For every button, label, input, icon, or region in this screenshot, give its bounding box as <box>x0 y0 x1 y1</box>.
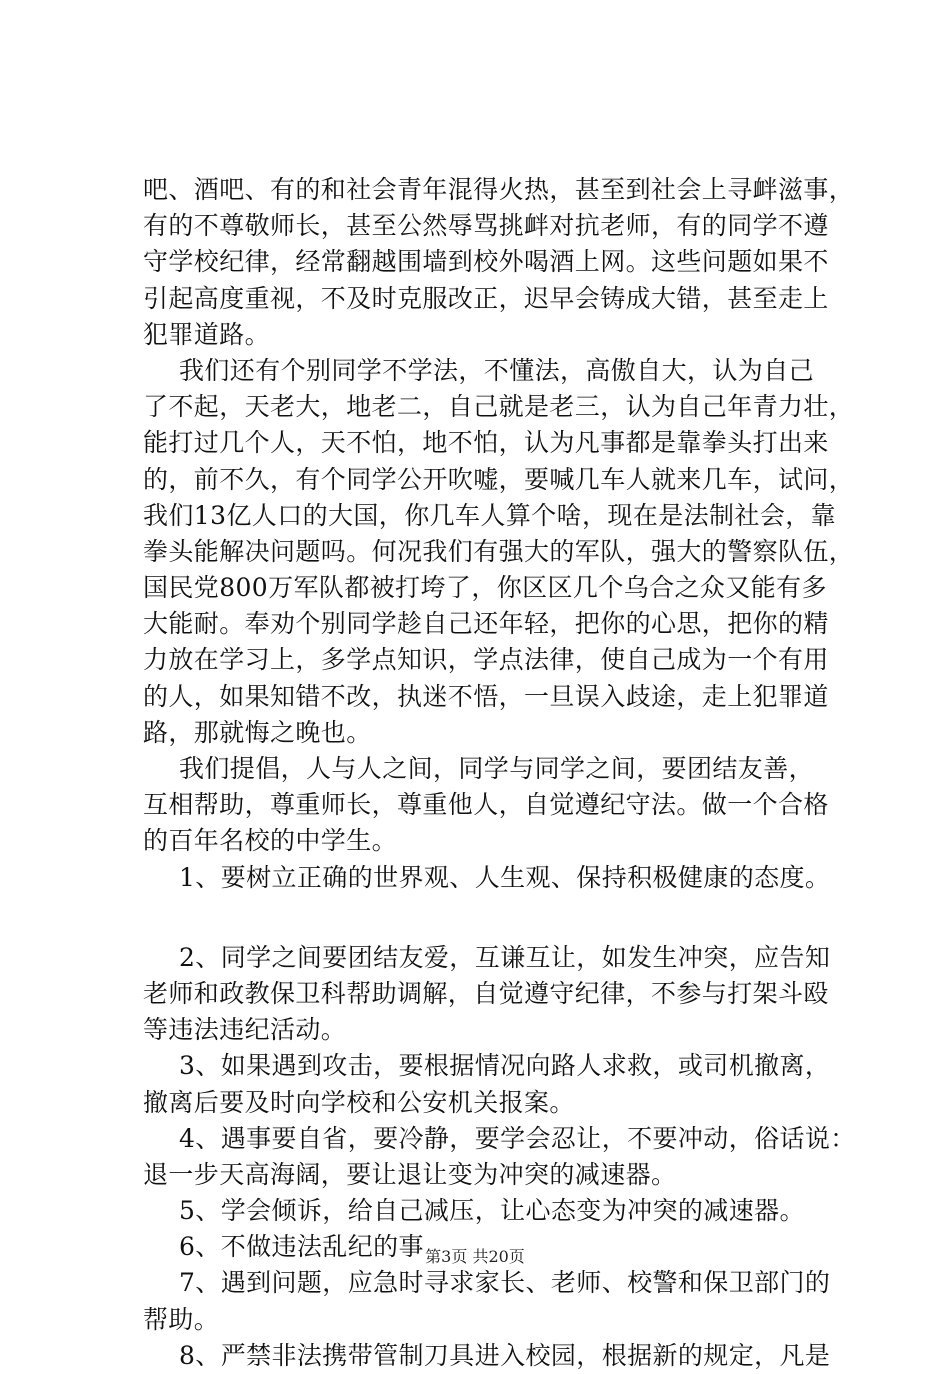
list-item-8: 8、严禁非法携带管制刀具进入校园，根据新的规定，凡是 <box>179 1340 831 1370</box>
text-line: 互相帮助，尊重师长，尊重他人，自觉遵纪守法。做一个合格 <box>143 790 829 820</box>
page-number-footer: 第3页 共20页 <box>425 1247 525 1266</box>
text-line: 退一步天高海阔，要让退让变为冲突的减速器。 <box>143 1159 677 1189</box>
list-item-1: 1、要树立正确的世界观、人生观、保持积极健康的态度。 <box>179 862 831 892</box>
list-item-2: 2、同学之间要团结友爱，互谦互让，如发生冲突，应告知 <box>179 942 831 972</box>
list-item-7: 7、遇到问题，应急时寻求家长、老师、校警和保卫部门的 <box>179 1268 831 1298</box>
text-line: 等违法违纪活动。 <box>143 1015 347 1045</box>
text-line: 守学校纪律，经常翻越围墙到校外喝酒上网。这些问题如果不 <box>143 247 829 277</box>
text-line: 撤离后要及时向学校和公安机关报案。 <box>143 1087 575 1117</box>
text-line: 引起高度重视，不及时克服改正，迟早会铸成大错，甚至走上 <box>143 283 829 313</box>
text-line: 有的不尊敬师长，甚至公然辱骂挑衅对抗老师，有的同学不遵 <box>143 211 829 241</box>
text-line: 大能耐。奉劝个别同学趁自己还年轻，把你的心思，把你的精 <box>143 609 829 639</box>
text-line: 犯罪道路。 <box>143 319 271 349</box>
text-line: 路，那就悔之晚也。 <box>143 717 372 747</box>
text-line: 拳头能解决问题吗。何况我们有强大的军队，强大的警察队伍， <box>143 536 855 566</box>
document-body <box>143 172 856 1374</box>
list-item-6: 6、不做违法乱纪的事 <box>179 1232 424 1262</box>
text-line: 帮助。 <box>143 1304 220 1334</box>
list-item-3: 3、如果遇到攻击，要根据情况向路人求救，或司机撤离， <box>179 1051 831 1081</box>
text-line: 了不起，天老大，地老二，自己就是老三，认为自己年青力壮， <box>143 392 855 422</box>
text-line: 我们13亿人口的大国，你几车人算个啥，现在是法制社会，靠 <box>143 500 837 530</box>
text-line: 的百年名校的中学生。 <box>143 826 398 856</box>
text-line: 吧、酒吧、有的和社会青年混得火热，甚至到社会上寻衅滋事， <box>143 175 855 204</box>
paragraph-start-line: 我们还有个别同学不学法，不懂法，高傲自大，认为自己 <box>179 355 815 385</box>
text-line: 的人，如果知错不改，执迷不悟，一旦误入歧途，走上犯罪道 <box>143 681 829 711</box>
text-line: 能打过几个人，天不怕，地不怕，认为凡事都是靠拳头打出来 <box>143 428 829 458</box>
list-item-4: 4、遇事要自省，要冷静，要学会忍让，不要冲动，俗话说： <box>179 1123 856 1153</box>
list-item-5: 5、学会倾诉，给自己减压，让心态变为冲突的减速器。 <box>179 1196 805 1226</box>
text-line: 的，前不久，有个同学公开吹嘘，要喊几车人就来几车，试问， <box>143 464 855 494</box>
text-line: 国民党800万军队都被打垮了，你区区几个乌合之众又能有多 <box>143 573 827 603</box>
paragraph-gap <box>143 896 833 940</box>
text-line: 老师和政教保卫科帮助调解，自觉遵守纪律，不参与打架斗殴 <box>143 978 829 1008</box>
paragraph-start-line: 我们提倡，人与人之间，同学与同学之间，要团结友善， <box>179 754 815 783</box>
text-line: 力放在学习上，多学点知识，学点法律，使自己成为一个有用 <box>143 645 829 675</box>
